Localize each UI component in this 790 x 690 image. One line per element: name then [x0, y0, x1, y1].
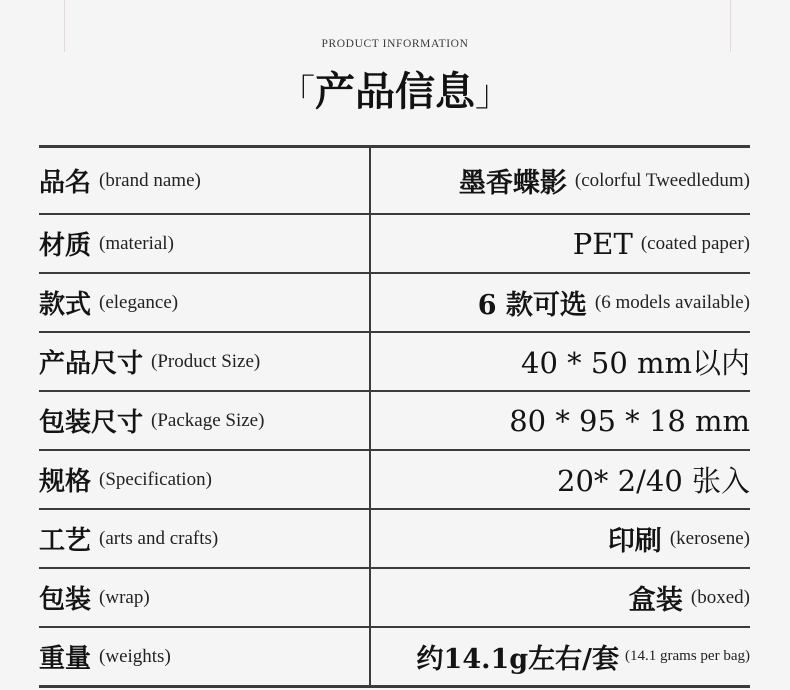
value-text: 80 * 95 * 18 mm: [509, 403, 750, 438]
table-row: [39, 148, 750, 215]
label-cell: [39, 451, 369, 508]
label-cell: [39, 392, 369, 449]
table-row: [39, 274, 750, 333]
section-subtitle: PRODUCT INFORMATION: [321, 38, 469, 50]
title-text: 产品信息: [315, 68, 475, 115]
value-note: (boxed): [690, 586, 750, 608]
label-en: (weights): [99, 645, 171, 667]
value-note: (kerosene): [669, 527, 750, 549]
label-zh: 规格: [39, 467, 92, 497]
table-row: [39, 451, 750, 510]
label-zh: 品名: [39, 168, 92, 198]
value-text: PET: [572, 226, 633, 261]
label-zh: 重量: [39, 644, 92, 674]
title-open-bracket: 「: [278, 73, 315, 114]
label-cell: [39, 274, 369, 331]
table-row: [39, 215, 750, 274]
label-zh: 包装尺寸: [39, 408, 144, 438]
value-text: 20* 2/40 张入: [557, 464, 750, 498]
title-close-bracket: 」: [475, 73, 512, 114]
value-text: 印刷: [607, 526, 662, 557]
spec-table: [39, 145, 750, 688]
value-note: (14.1 grams per bag): [625, 648, 750, 664]
label-zh: 产品尺寸: [39, 349, 144, 379]
table-row: [39, 628, 750, 688]
label-cell: [39, 628, 369, 685]
label-zh: 材质: [39, 231, 92, 261]
table-row: [39, 569, 750, 628]
value-cell: [380, 215, 750, 272]
value-cell: [380, 148, 750, 213]
page-header: [0, 0, 790, 145]
table-row: [39, 333, 750, 392]
label-cell: [39, 215, 369, 272]
value-cell: [380, 628, 750, 685]
label-cell: [39, 510, 369, 567]
value-note: (6 models available): [594, 291, 750, 313]
label-zh: 款式: [39, 290, 92, 320]
label-en: (elegance): [99, 291, 179, 313]
value-cell: [380, 392, 750, 449]
value-text: 40 * 50 mm以内: [521, 346, 750, 380]
value-cell: [380, 333, 750, 390]
label-zh: 工艺: [39, 526, 92, 556]
value-note: (colorful Tweedledum): [574, 169, 750, 191]
value-cell: [380, 451, 750, 508]
label-en: (arts and crafts): [99, 527, 219, 549]
label-cell: [39, 569, 369, 626]
value-text: 墨香蝶影: [458, 168, 567, 199]
value-text: 盒装: [628, 585, 683, 616]
value-cell: [380, 510, 750, 567]
value-note: (coated paper): [640, 232, 750, 254]
label-en: (brand name): [99, 169, 201, 191]
label-en: (material): [99, 232, 174, 254]
table-row: [39, 392, 750, 451]
label-cell: [39, 333, 369, 390]
table-row: [39, 510, 750, 569]
value-text: 约14.1g左右/套: [416, 644, 620, 675]
value-cell: [380, 569, 750, 626]
label-en: (Product Size): [151, 350, 261, 372]
label-en: (Specification): [99, 468, 212, 490]
label-cell: [39, 148, 369, 213]
value-cell: [380, 274, 750, 331]
label-en: (wrap): [99, 586, 150, 608]
label-zh: 包装: [39, 585, 92, 615]
label-en: (Package Size): [151, 409, 265, 431]
page-title: [0, 60, 790, 117]
value-text: 6 款可选: [477, 290, 587, 321]
